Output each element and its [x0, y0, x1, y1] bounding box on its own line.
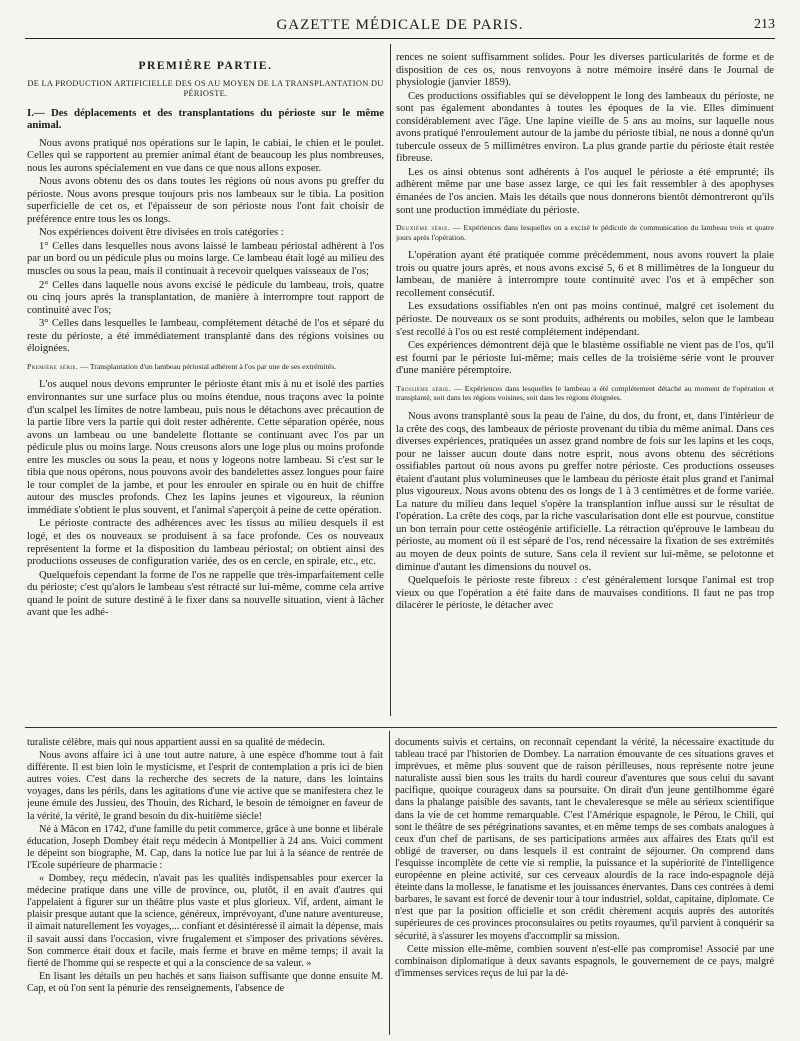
serie-heading — [396, 223, 774, 242]
paragraph: documents suivis et certains, on reconnaît cependant la vérité, la nécessaire exactitude du tableau tracé par l'historien de Dombey. La narration émouvante de ces situations graves et imprévues, et même plus souvent que de raison périlleuses, nous représente notre jeune naturaliste aussi bien sous les traits du hardi coureur d'aventures que sous celui du savant pacifique, quoique courageux dans sa poursuite. On dirait d'un jeune gentilhomme égaré dans la phalange paisible des savants, tant le chevaleresque se mêle au sérieux scientifique dans la vie de cet homme remarquable. C'est l'Amérique espagnole, le Pérou, le Chili, qui sont le théâtre de ses pérégrinations savantes, et en même temps de ses combats analogues à ceux d'un chef de partisans, de ses participations armées aux affaires des Etats qu'il est obligé de traverser, ou dans lesquels il est contraint de séjourner. On comprend dans l'esquisse incomplète de cette vie si remplie, la puissance et la supériorité de l'intelligence européenne en pleine activité, sur ces cerveaux alourdis de la race indo-espagnole déjà éteinte dans la mollesse, le fanatisme et les jouissances énervantes. Dans ces contrées à demi barbares, le savant est forcé de devenir tour à tour industriel, soldat, capitaine, diplomate. Ce n'est que par la position officielle et son crédit chèrement acquis auprès des autorités supérieures de ces provinces proconsulaires ou petits royaumes, qu'il parvient à conquérir sa sécurité, à s'assurer les moyens d'accomplir sa mission. — [395, 737, 774, 942]
paragraph: Les exsudations ossifiables n'en ont pas moins continué, malgré cet isolement du périoste. De nouveaux os se sont produits, adhérents ou mobiles, selon que le lambeau s'est recollé à l'os ou est resté complétement indépendant. — [396, 301, 774, 338]
paragraph: Cette mission elle-même, combien souvent n'est-elle pas compromise! Associé par une combinaison diplomatique à deux savants espagnols, le gouvernement de ce pays, malgré d'immenses services reçus de lui par la dé- — [395, 943, 774, 979]
paragraph: Nos expériences doivent être divisées en trois catégories : — [39, 227, 284, 239]
paragraph: Ces productions ossifiables qui se développent le long des lambeaux du périoste, ne sont pas également abondantes à toutes les époques de la vie. Elles diminuent considérablement avec l'âge. Une lapine vieille de 5 ans au moins, sur laquelle nous avons pratiqué l'enroulement autour de la jambe du périoste tibial, ne nous a donné qu'un tubercule osseux de 5 millimètres environ. La plus grande partie du périoste était restée fibreuse. — [396, 90, 774, 165]
paragraph: turaliste célèbre, mais qui nous appartient aussi en sa qualité de médecin. — [27, 737, 325, 748]
paragraph: Quelquefois le périoste reste fibreux : c'est généralement lorsque l'animal est trop vieux ou que l'opération a été faite dans de mauvaises conditions. Il faut ne pas trop dilacérer le périoste, le détacher avec — [396, 575, 774, 612]
paragraph: 2° Celles dans laquelle nous avons excisé le pédicule du lambeau, trois, quatre ou cinq jours après la transplantation, de manière à interrompre tout rapport de continuité avec l'os; — [27, 279, 384, 316]
paragraph: Le périoste contracte des adhérences avec les tissus au milieu desquels il est logé, et des os nouveaux se produisent à sa face profonde. Ces os nouveaux représentent la forme et la disposition du lambeau périostal; on obtient ainsi des productions osseuses de configuration variée, des os en cercle, en spirale, etc., etc. — [27, 518, 384, 568]
page-number: 213 — [754, 17, 775, 32]
paragraph: 3° Celles dans lesquelles le lambeau, complétement détaché de l'os et séparé du reste du périoste, a été immédiatement transplanté dans des régions voisines ou éloignées. — [27, 318, 384, 355]
paragraph: Quelquefois cependant la forme de l'os ne rappelle que très-imparfaitement celle du périoste; c'est qu'alors le lambeau s'est rétracté sur lui-même, comme cela arrive quand le point de suture destiné à le fixer dans sa nouvelle situation, vient à lâcher avant que les adhé- — [27, 569, 384, 619]
paragraph: En lisant les détails un peu hachés et sans liaison suffisante que donne ensuite M. Cap, et où l'on sent la pénurie des renseignements, l'absence de — [27, 970, 383, 994]
paragraph: Né à Mâcon en 1742, d'une famille du petit commerce, grâce à une bonne et libérale éducation, Joseph Dombey était reçu médecin à Montpellier à 24 ans. Voici comment le dépeint son biographe, M. Cap, dans la notice lue par lui à la séance de rentrée de l'Ecole supérieure de pharmacie : — [27, 823, 383, 871]
paragraph: « Dombey, reçu médecin, n'avait pas les qualités indispensables pour exercer la médecine pratique dans une ville de province, ou, plutôt, il en avait d'autres qui l'appelaient à figurer sur un théâtre plus vaste et plus glorieux. Vif, ardent, aimant le plaisir presque autant que la science, généreux, imprévoyant, d'une nature aventureuse, il aimait naturellement les voyages,... confiant et désintéressé il aimait la dépense, mais il savait aussi dans l'occasion, vivre frugalement et s'imposer des privations sévères. Son commerce était doux et facile, mais ferme et brave en même temps; il avait la fierté de l'homme qui se respecte et qui a la conscience de sa valeur. » — [27, 873, 383, 969]
paragraph: Nous avons transplanté sous la peau de l'aine, du dos, du front, et, dans l'intérieur de la crête des coqs, des lambeaux de périoste provenant du tibia du même animal. Dans ces diverses expériences, pratiquées un assez grand nombre de fois sur les lapins et les coqs, pour ne laisser aucun doute dans notre esprit, nous avons obtenu des sécrétions ossifiables partout où nous avons pu greffer notre périoste. Ces productions osseuses étaient d'autant plus volumineuses que le lambeau du périoste était plus grand et l'animal plus vigoureux. Nous avons obtenu des os longs de 1 à 3 centimètres et de forme variée. La nature du milieu dans lequel s'opère la transplantion influe aussi sur le résultat de l'opération. La crête des coqs, par la riche vascularisation dont elle est pourvue, constitue un bon terrain pour cette ostéogénie artificielle. La rétraction qu'éprouve le lambeau du périoste, au moment où il est séparé de l'os, rend nécessaire la fixation de ses extrémités au moyen de deux points de suture. Sans cela il revient sur lui-même, se pelotonne et diminue d'autant les dimensions du nouvel os. — [396, 410, 774, 573]
article-subject: DE LA PRODUCTION ARTIFICIELLE DES OS AU MOYEN DE LA TRANSPLANTATION DU PÉRIOSTE. — [27, 78, 384, 99]
page-header — [25, 14, 775, 40]
paragraph: Ces expériences démontrent déjà que le blastème ossifiable ne vient pas de l'os, qu'il est fourni par le périoste lui-même; mais celles de la troisième série vont le prouver d'une manière péremptoire. — [396, 340, 774, 377]
serie-heading — [396, 384, 774, 403]
column-divider — [389, 731, 390, 1035]
serie-label: Deuxième série. — [396, 223, 451, 233]
paragraph: Nous avons affaire ici à une tout autre nature, à une espèce d'homme tout à fait différente. Il est bien loin le mysticisme, et l'esprit de contemplation a pris ici de bien autres voies. C'est dans la recherche des secrets de la nature, dans les lointains voyages, dans les périls, dans les agitations d'une vie active que se manifestera chez le jeune émule des Jussieu, des Thouin, des Richard, le besoin de témoigner en faveur de la vérité, la vérité, le grand besoin du dix-huitième siècle! — [27, 750, 383, 822]
serie-description: — Expériences dans lesquelles on a excisé le pédicule de communication du lambeau trois et quatre jours après l'opération. — [396, 223, 774, 242]
serie-heading — [27, 362, 384, 372]
paragraph: Les os ainsi obtenus sont adhérents à l'os auquel le périoste a été emprunté; ils adhèrent même par une base assez large, ce qui les fait ressembler à des apophyses émanées de l'os ancien. Mais les détails que nous donnerons bientôt démontreront qu'ils sont une production immédiate du périoste. — [396, 166, 774, 216]
lower-right-column — [395, 737, 774, 1033]
part-title: PREMIÈRE PARTIE. — [138, 60, 273, 72]
lower-left-column — [27, 737, 383, 1033]
serie-description: — Transplantation d'un lambeau périostal adhérent à l'os par une de ses extrémités. — [80, 361, 337, 371]
header-rule — [25, 38, 775, 39]
section-divider — [25, 727, 777, 728]
paragraph: L'os auquel nous devons emprunter le périoste étant mis à nu et isolé des parties environnantes sur une surface plus ou moins étendue, nous traçons avec la pointe d'un scalpel les limites de notre lambeau, puis nous le détachons avec précaution de la partie libre vers la partie qui doit rester adhérente. Cette séparation opérée, nous avons un lambeau ou une bandelette flottante se continuant avec l'os par un pédicule plus ou moins large. Nous creusons alors une loge plus ou moins profonde entre les muscles ou sous la peau, et nous y logeons notre lambeau. Si c'est sur le tibia que nous opérons, nous pouvons avoir des bandelettes assez longues pour faire le tour complet de la jambe, et pour les enrouler en spirale ou en huit de chiffre autour des muscles profonds. Chez les lapins jeunes et vigoureux, la réunion immédiate s'obtient le plus souvent, et l'animal s'aperçoit à peine de cette opération. — [27, 379, 384, 516]
upper-right-column — [396, 52, 774, 716]
serie-description: — Expériences dans lesquelles le lambeau a été complétement détaché au moment de l'opération et transplanté, soit dans les régions voisines, soit dans les régions éloignées. — [396, 383, 774, 403]
paragraph: L'opération ayant été pratiquée comme précédemment, nous avons rouvert la plaie trois ou quatre jours après, et nous avons excisé 5, 6 et 8 millimètres de la longueur du lambeau, de manière à interrompre toute continuité avec l'os et à empêcher son recollement consécutif. — [396, 250, 774, 299]
journal-title: GAZETTE MÉDICALE DE PARIS. — [276, 17, 524, 33]
section-heading: I.— Des déplacements et des transplantations du périoste sur le même animal. — [27, 106, 384, 131]
paragraph: Nous avons pratiqué nos opérations sur le lapin, le cabiai, le chien et le poulet. Celles qui se rapportent au premier animal étant de beaucoup les plus nombreuses, nous les aurons spécialement en vue dans ce que nous allons exposer. — [27, 137, 384, 174]
serie-label: Première série. — [27, 361, 79, 371]
column-divider — [390, 44, 391, 716]
paragraph: Nous avons obtenu des os dans toutes les régions où nous avons pu greffer du périoste. Nous avons presque toujours pris nos lambeaux sur le tibia. La position superficielle de cet os, et l'épaisseur de son périoste nous l'ont fait choisir de préférence entre tous les os longs. — [27, 176, 384, 225]
paragraph: 1° Celles dans lesquelles nous avons laissé le lambeau périostal adhérent à l'os par un bord ou un pédicule plus ou moins large. Ce lambeau était logé au milieu des muscles ou sous la peau, mais il continuait à recevoir quelques vaisseaux de l'os; — [27, 240, 384, 278]
upper-left-column — [27, 58, 384, 714]
serie-label: Troisième série. — [396, 383, 452, 393]
paragraph: rences ne soient suffisamment solides. Pour les diverses particularités de forme et de disposition de ces os, nous renvoyons à notre mémoire inséré dans le Journal de physiologie (janvier 1859). — [396, 52, 774, 89]
